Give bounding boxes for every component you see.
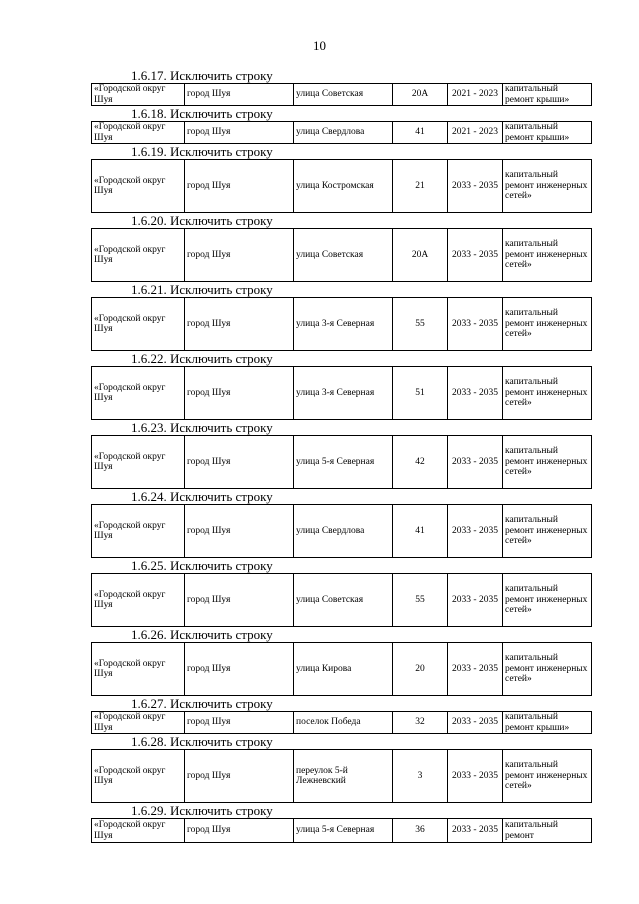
excluded-row-table [91,642,592,696]
house-number-cell: 55 [393,298,448,351]
table-row [92,436,592,489]
excluded-row-table [91,83,592,106]
period-cell: 2033 - 2035 [448,436,503,489]
settlement-cell: город Шуя [185,750,294,803]
settlement-cell: город Шуя [185,160,294,213]
period-cell: 2033 - 2035 [448,505,503,558]
municipality-cell: «Городской округ Шуя [92,712,185,734]
municipality-cell: «Городской округ Шуя [92,436,185,489]
municipality-cell: «Городской округ Шуя [92,160,185,213]
municipality-cell: «Городской округ Шуя [92,367,185,420]
street-cell: улица 3-я Северная [294,298,393,351]
work-type-cell: капитальный ремонт инженерных сетей» [503,643,592,696]
house-number-cell: 20 [393,643,448,696]
street-cell: улица 3-я Северная [294,367,393,420]
excluded-row-table [91,711,592,734]
table-row [92,819,592,843]
house-number-cell: 21 [393,160,448,213]
section-heading: 1.6.29. Исключить строку [131,803,273,818]
street-cell: улица Свердлова [294,505,393,558]
house-number-cell: 20А [393,84,448,106]
period-cell: 2021 - 2023 [448,122,503,144]
work-type-cell: капитальный ремонт инженерных сетей» [503,229,592,282]
excluded-row-table [91,159,592,213]
settlement-cell: город Шуя [185,436,294,489]
section-heading: 1.6.24. Исключить строку [131,489,273,504]
section-heading: 1.6.21. Исключить строку [131,282,273,297]
section-heading: 1.6.19. Исключить строку [131,144,273,159]
municipality-cell: «Городской округ Шуя [92,84,185,106]
work-type-cell: капитальный ремонт [503,819,592,843]
section-heading: 1.6.27. Исключить строку [131,696,273,711]
excluded-row-table [91,228,592,282]
work-type-cell: капитальный ремонт инженерных сетей» [503,750,592,803]
house-number-cell: 36 [393,819,448,843]
house-number-cell: 41 [393,505,448,558]
house-number-cell: 20А [393,229,448,282]
excluded-row-table [91,573,592,627]
excluded-row-table [91,121,592,144]
street-cell: улица 5-я Северная [294,436,393,489]
house-number-cell: 32 [393,712,448,734]
table-row [92,643,592,696]
settlement-cell: город Шуя [185,819,294,843]
section-heading: 1.6.18. Исключить строку [131,106,273,121]
municipality-cell: «Городской округ Шуя [92,750,185,803]
period-cell: 2033 - 2035 [448,574,503,627]
table-row [92,160,592,213]
table-row [92,712,592,734]
period-cell: 2033 - 2035 [448,229,503,282]
municipality-cell: «Городской округ Шуя [92,122,185,144]
work-type-cell: капитальный ремонт крыши» [503,84,592,106]
settlement-cell: город Шуя [185,574,294,627]
section-heading: 1.6.17. Исключить строку [131,68,273,83]
period-cell: 2033 - 2035 [448,819,503,843]
excluded-row-table [91,366,592,420]
street-cell: улица Кирова [294,643,393,696]
street-cell: улица Советская [294,84,393,106]
work-type-cell: капитальный ремонт инженерных сетей» [503,574,592,627]
street-cell: улица Советская [294,574,393,627]
settlement-cell: город Шуя [185,505,294,558]
house-number-cell: 51 [393,367,448,420]
document-body [91,68,588,843]
house-number-cell: 42 [393,436,448,489]
period-cell: 2033 - 2035 [448,643,503,696]
period-cell: 2033 - 2035 [448,367,503,420]
house-number-cell: 3 [393,750,448,803]
section-heading: 1.6.23. Исключить строку [131,420,273,435]
settlement-cell: город Шуя [185,643,294,696]
period-cell: 2021 - 2023 [448,84,503,106]
settlement-cell: город Шуя [185,84,294,106]
section-heading: 1.6.28. Исключить строку [131,734,273,749]
settlement-cell: город Шуя [185,367,294,420]
section-heading: 1.6.20. Исключить строку [131,213,273,228]
settlement-cell: город Шуя [185,298,294,351]
section-heading: 1.6.26. Исключить строку [131,627,273,642]
municipality-cell: «Городской округ Шуя [92,819,185,843]
house-number-cell: 41 [393,122,448,144]
municipality-cell: «Городской округ Шуя [92,229,185,282]
street-cell: улица Костромская [294,160,393,213]
street-cell: улица Свердлова [294,122,393,144]
excluded-row-table [91,749,592,803]
work-type-cell: капитальный ремонт инженерных сетей» [503,160,592,213]
table-row [92,367,592,420]
section-heading: 1.6.25. Исключить строку [131,558,273,573]
work-type-cell: капитальный ремонт инженерных сетей» [503,436,592,489]
street-cell: улица Советская [294,229,393,282]
page-number: 10 [313,38,326,53]
excluded-row-table [91,297,592,351]
table-row [92,229,592,282]
settlement-cell: город Шуя [185,122,294,144]
period-cell: 2033 - 2035 [448,750,503,803]
excluded-row-table [91,435,592,489]
excluded-row-table [91,504,592,558]
street-cell: переулок 5-й Лежневский [294,750,393,803]
municipality-cell: «Городской округ Шуя [92,574,185,627]
settlement-cell: город Шуя [185,712,294,734]
table-row [92,122,592,144]
municipality-cell: «Городской округ Шуя [92,505,185,558]
house-number-cell: 55 [393,574,448,627]
street-cell: улица 5-я Северная [294,819,393,843]
table-row [92,84,592,106]
period-cell: 2033 - 2035 [448,298,503,351]
table-row [92,750,592,803]
section-heading: 1.6.22. Исключить строку [131,351,273,366]
work-type-cell: капитальный ремонт инженерных сетей» [503,505,592,558]
work-type-cell: капитальный ремонт крыши» [503,122,592,144]
period-cell: 2033 - 2035 [448,160,503,213]
work-type-cell: капитальный ремонт крыши» [503,712,592,734]
municipality-cell: «Городской округ Шуя [92,643,185,696]
table-row [92,505,592,558]
table-row [92,298,592,351]
excluded-row-table [91,818,592,843]
period-cell: 2033 - 2035 [448,712,503,734]
work-type-cell: капитальный ремонт инженерных сетей» [503,298,592,351]
table-row [92,574,592,627]
street-cell: поселок Победа [294,712,393,734]
settlement-cell: город Шуя [185,229,294,282]
work-type-cell: капитальный ремонт инженерных сетей» [503,367,592,420]
municipality-cell: «Городской округ Шуя [92,298,185,351]
